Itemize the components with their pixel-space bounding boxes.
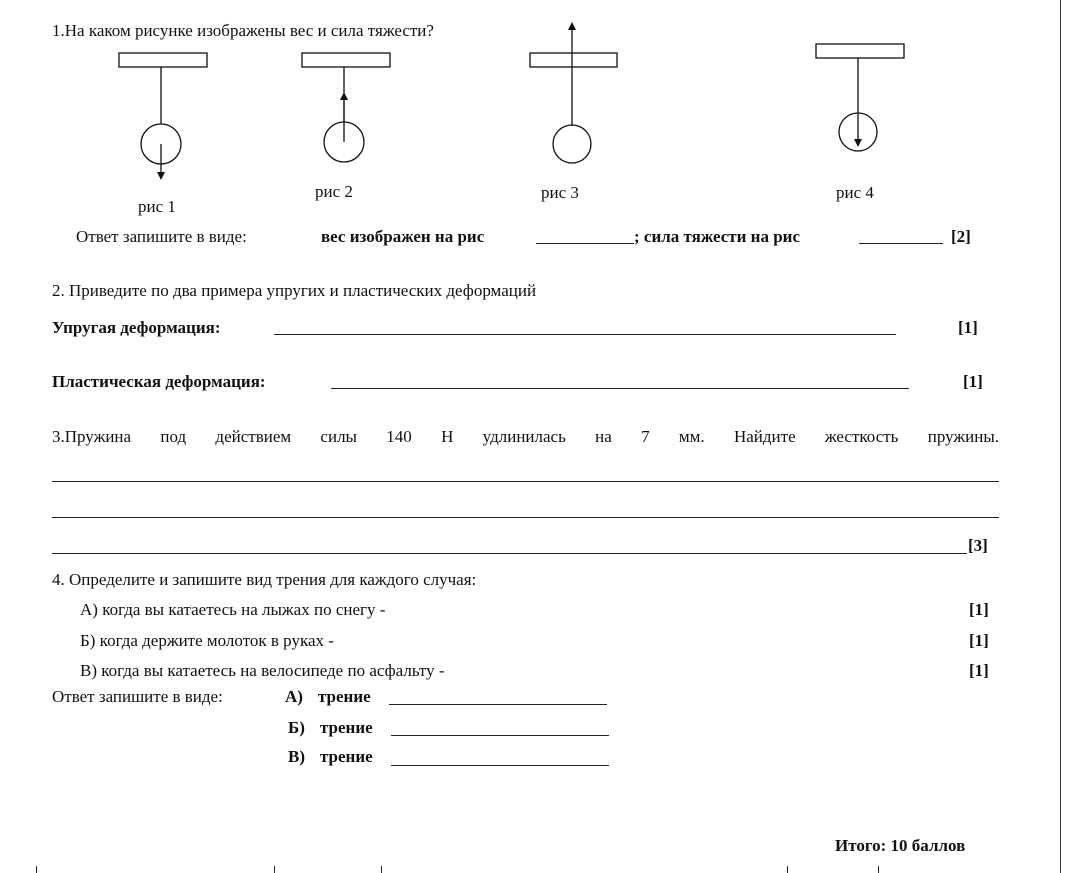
q2-plastic-label: Пластическая деформация: bbox=[52, 372, 266, 391]
q1-question: 1.На каком рисунке изображены вес и сила тяжести? bbox=[52, 21, 434, 40]
q3-question: 3.Пружина под действием силы 140 Н удлинилась на 7 мм. Найдите жесткость пружины. bbox=[52, 427, 999, 446]
q4-answer-a-letter: А) bbox=[285, 687, 303, 706]
q2-plastic-blank[interactable] bbox=[331, 388, 909, 389]
q4-case-a-score: [1] bbox=[969, 600, 989, 619]
q2-question: 2. Приведите по два примера упругих и пластических деформаций bbox=[52, 281, 537, 300]
q4-case-a: А) когда вы катаетесь на лыжах по снегу - bbox=[80, 600, 386, 619]
q4-answer-b-blank[interactable] bbox=[391, 735, 609, 736]
fig-2-label: рис 2 bbox=[315, 182, 353, 201]
q4-case-c: В) когда вы катаетесь на велосипеде по асфальту - bbox=[80, 661, 445, 680]
total-score: Итого: 10 баллов bbox=[835, 836, 966, 855]
q1-weight-blank[interactable] bbox=[536, 243, 634, 244]
q1-gravity-blank[interactable] bbox=[859, 243, 943, 244]
fig-4-label: рис 4 bbox=[836, 183, 874, 202]
q4-answer-b-word: трение bbox=[320, 718, 373, 737]
table-border bbox=[878, 866, 879, 873]
q4-case-b: Б) когда держите молоток в руках - bbox=[80, 631, 334, 650]
table-border bbox=[36, 866, 37, 873]
figure-4 bbox=[816, 44, 904, 151]
q4-case-c-score: [1] bbox=[969, 661, 989, 680]
q4-case-b-score: [1] bbox=[969, 631, 989, 650]
table-border bbox=[381, 866, 382, 873]
q1-answer-prefix: Ответ запишите в виде: bbox=[76, 227, 247, 246]
fig-1-label: рис 1 bbox=[138, 197, 176, 216]
figure-1 bbox=[119, 53, 207, 176]
table-border bbox=[787, 866, 788, 873]
figure-2 bbox=[302, 53, 390, 162]
q2-elastic-blank[interactable] bbox=[274, 334, 896, 335]
q3-answer-line-1[interactable] bbox=[52, 481, 999, 482]
q3-answer-line-3[interactable] bbox=[52, 553, 967, 554]
figure-3 bbox=[530, 26, 617, 163]
q4-question: 4. Определите и запишите вид трения для каждого случая: bbox=[52, 570, 477, 589]
q4-answer-a-word: трение bbox=[318, 687, 371, 706]
q4-answer-c-blank[interactable] bbox=[391, 765, 609, 766]
q4-answer-prefix: Ответ запишите в виде: bbox=[52, 687, 223, 706]
q4-answer-b-letter: Б) bbox=[288, 718, 305, 737]
q2-elastic-label: Упругая деформация: bbox=[52, 318, 221, 337]
q3-answer-line-2[interactable] bbox=[52, 517, 999, 518]
q1-score: [2] bbox=[951, 227, 971, 246]
q4-answer-c-word: трение bbox=[320, 747, 373, 766]
q4-answer-a-blank[interactable] bbox=[389, 704, 607, 705]
q2-elastic-score: [1] bbox=[958, 318, 978, 337]
q2-plastic-score: [1] bbox=[963, 372, 983, 391]
fig-3-label: рис 3 bbox=[541, 183, 579, 202]
table-border bbox=[274, 866, 275, 873]
q1-answer-gravity: ; сила тяжести на рис bbox=[634, 227, 800, 246]
q4-answer-c-letter: В) bbox=[288, 747, 305, 766]
q1-answer-weight: вес изображен на рис bbox=[321, 227, 485, 246]
q3-score: [3] bbox=[968, 536, 988, 555]
